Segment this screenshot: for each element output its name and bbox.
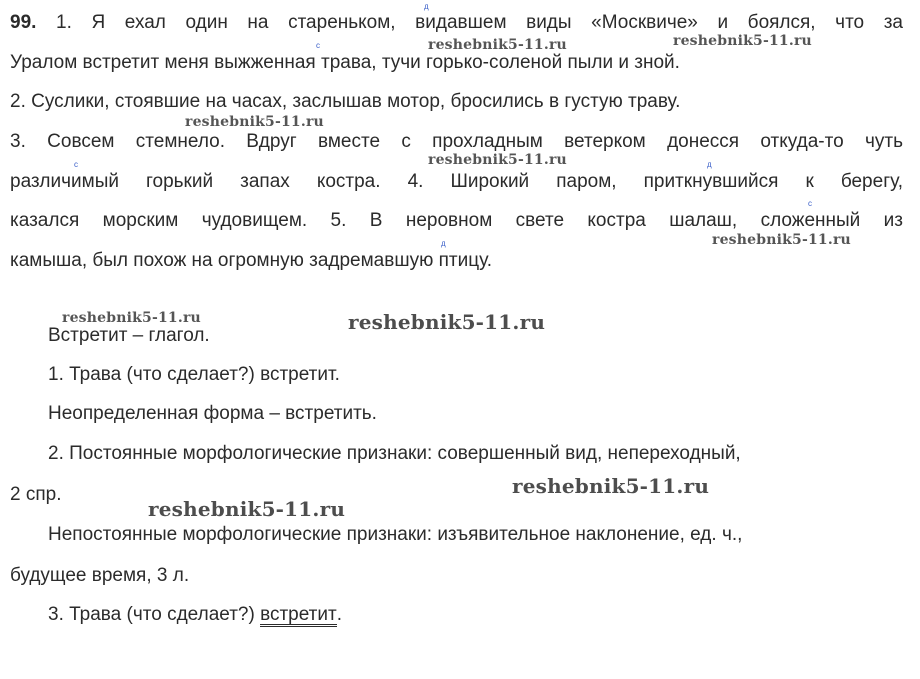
parse-mark: с — [74, 160, 78, 169]
answer-step-2-variable: Непостоянные морфологические признаки: изъявительное наклонение, ед. ч., — [48, 524, 743, 545]
watermark: reshebnik5-11.ru — [185, 114, 324, 130]
parse-mark: д — [424, 2, 429, 11]
watermark: reshebnik5-11.ru — [512, 474, 710, 498]
answer-step-2-constant: 2. Постоянные морфологические признаки: совершенный вид, непереходный, — [48, 443, 741, 464]
watermark: reshebnik5-11.ru — [428, 152, 567, 168]
answer-step-1: 1. Трава (что сделает?) встретит. — [48, 364, 340, 385]
watermark: reshebnik5-11.ru — [712, 232, 851, 248]
answer-step-3 — [48, 604, 342, 627]
parse-mark: д — [707, 160, 712, 169]
exercise-text: 1. Я ехал один на стареньком, видавшем виды «Москвиче» и боялся, что за — [56, 12, 903, 33]
watermark: reshebnik5-11.ru — [148, 497, 346, 521]
exercise-line-7: камыша, был похож на огромную задремавшую птицу. — [10, 250, 492, 271]
answer-heading: Встретит – глагол. — [48, 325, 210, 346]
answer-step-3-suffix: . — [336, 604, 342, 625]
predicate-underlined: встретит — [260, 604, 337, 625]
parse-mark: с — [316, 41, 320, 50]
watermark: reshebnik5-11.ru — [348, 310, 546, 334]
answer-step-3-prefix: 3. Трава (что сделает?) — [48, 604, 255, 625]
watermark: reshebnik5-11.ru — [673, 33, 812, 49]
watermark: reshebnik5-11.ru — [428, 37, 567, 53]
exercise-line-6: казался морским чудовищем. 5. В неровном свете костра шалаш, сложенный из — [10, 210, 903, 231]
watermark: reshebnik5-11.ru — [62, 310, 201, 326]
answer-infinitive: Неопределенная форма – встретить. — [48, 403, 377, 424]
exercise-line-2: Уралом встретит меня выжженная трава, тучи горько-соленой пыли и зной. — [10, 52, 680, 73]
parse-mark: д — [441, 239, 446, 248]
exercise-line-1 — [10, 12, 903, 34]
parse-mark: с — [808, 199, 812, 208]
answer-step-2-conjugation: 2 спр. — [10, 484, 62, 505]
exercise-line-4: 3. Совсем стемнело. Вдруг вместе с прохладным ветерком донесся откуда-то чуть — [10, 131, 903, 152]
exercise-number: 99. — [10, 12, 37, 33]
answer-step-2-tense: будущее время, 3 л. — [10, 565, 190, 586]
exercise-line-5: различимый горький запах костра. 4. Широкий паром, приткнувшийся к берегу, — [10, 171, 903, 192]
exercise-line-3: 2. Суслики, стоявшие на часах, заслышав мотор, бросились в густую траву. — [10, 91, 681, 112]
